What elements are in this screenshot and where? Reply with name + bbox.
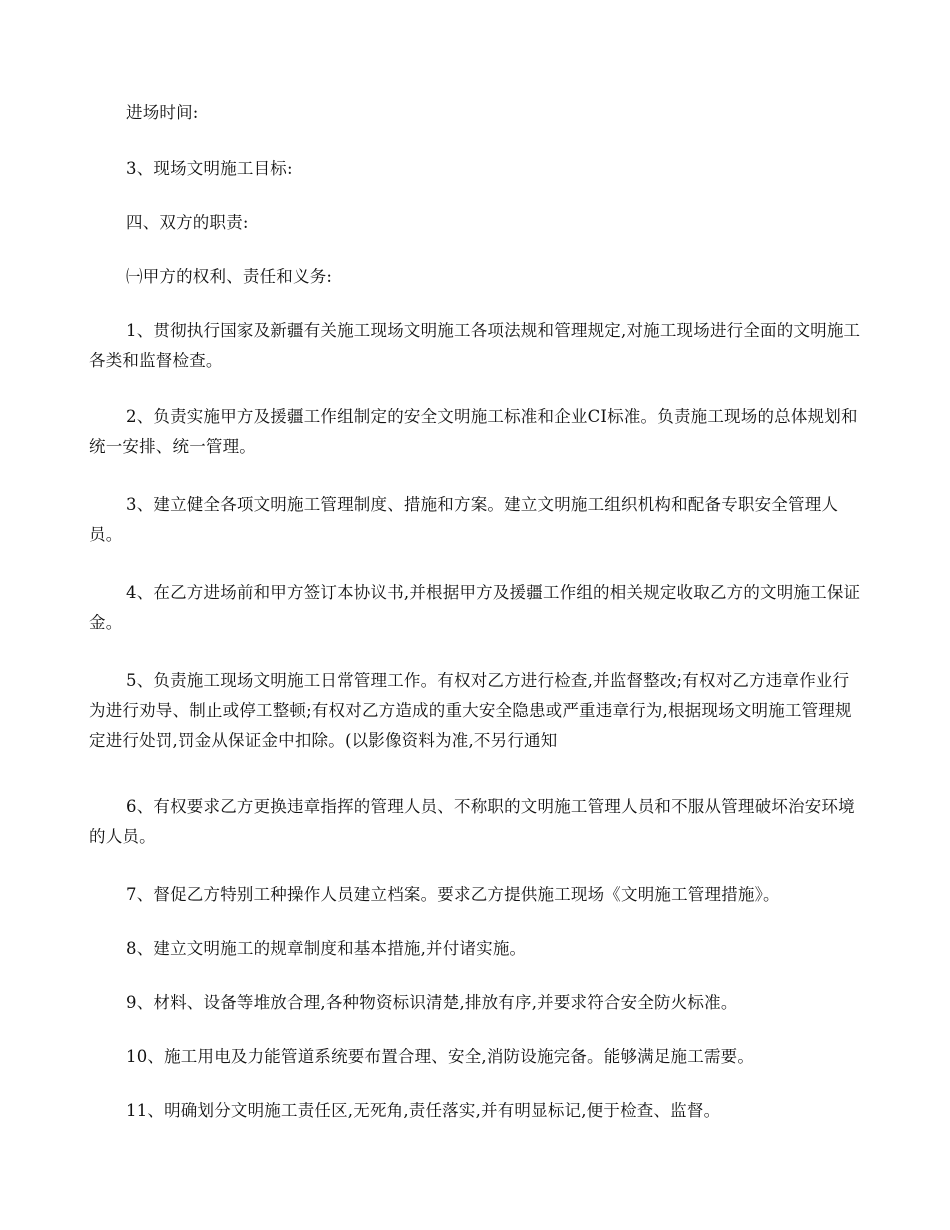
paragraph-item-8: 8、建立文明施工的规章制度和基本措施,并付诸实施。 — [126, 939, 527, 958]
paragraph-entry-time: 进场时间: — [126, 103, 199, 122]
paragraph-item-4: 4、在乙方进场前和甲方签订本协议书,并根据甲方及援疆工作组的相关规定收取乙方的文明施工保证金。 — [89, 583, 861, 632]
paragraph-item-3: 3、建立健全各项文明施工管理制度、措施和方案。建立文明施工组织机构和配备专职安全管理人员。 — [89, 495, 839, 544]
paragraph-item-10: 10、施工用电及力能管道系统要布置合理、安全,消防设施完备。能够满足施工需要。 — [126, 1047, 755, 1066]
paragraph-item-9: 9、材料、设备等堆放合理,各种物资标识清楚,排放有序,并要求符合安全防火标准。 — [126, 993, 738, 1012]
paragraph-item-6: 6、有权要求乙方更换违章指挥的管理人员、不称职的文明施工管理人员和不服从管理破坏治安环境的人员。 — [89, 797, 855, 846]
paragraph-item-5: 5、负责施工现场文明施工日常管理工作。有权对乙方进行检查,并监督整改;有权对乙方违章作业行为进行劝导、制止或停工整顿;有权对乙方造成的重大安全隐患或严重违章行为,根据现场文明施工管理规定进行处罚,罚金从保证金中扣除。(以影像资料为准,不另行通知 — [89, 671, 852, 750]
paragraph-item-7: 7、督促乙方特别工种操作人员建立档案。要求乙方提供施工现场《文明施工管理措施》。 — [126, 885, 780, 904]
paragraph-party-a-heading: ㈠甲方的权利、责任和义务: — [126, 267, 333, 286]
paragraph-item-2: 2、负责实施甲方及援疆工作组制定的安全文明施工标准和企业CI标准。负责施工现场的总体规划和统一安排、统一管理。 — [89, 407, 858, 456]
paragraph-site-goal: 3、现场文明施工目标: — [126, 159, 293, 178]
paragraph-item-11: 11、明确划分文明施工责任区,无死角,责任落实,并有明显标记,便于检查、监督。 — [126, 1101, 721, 1120]
paragraph-item-1: 1、贯彻执行国家及新疆有关施工现场文明施工各项法规和管理规定,对施工现场进行全面的文明施工各类和监督检查。 — [89, 321, 861, 370]
paragraph-section-heading: 四、双方的职责: — [126, 213, 249, 232]
